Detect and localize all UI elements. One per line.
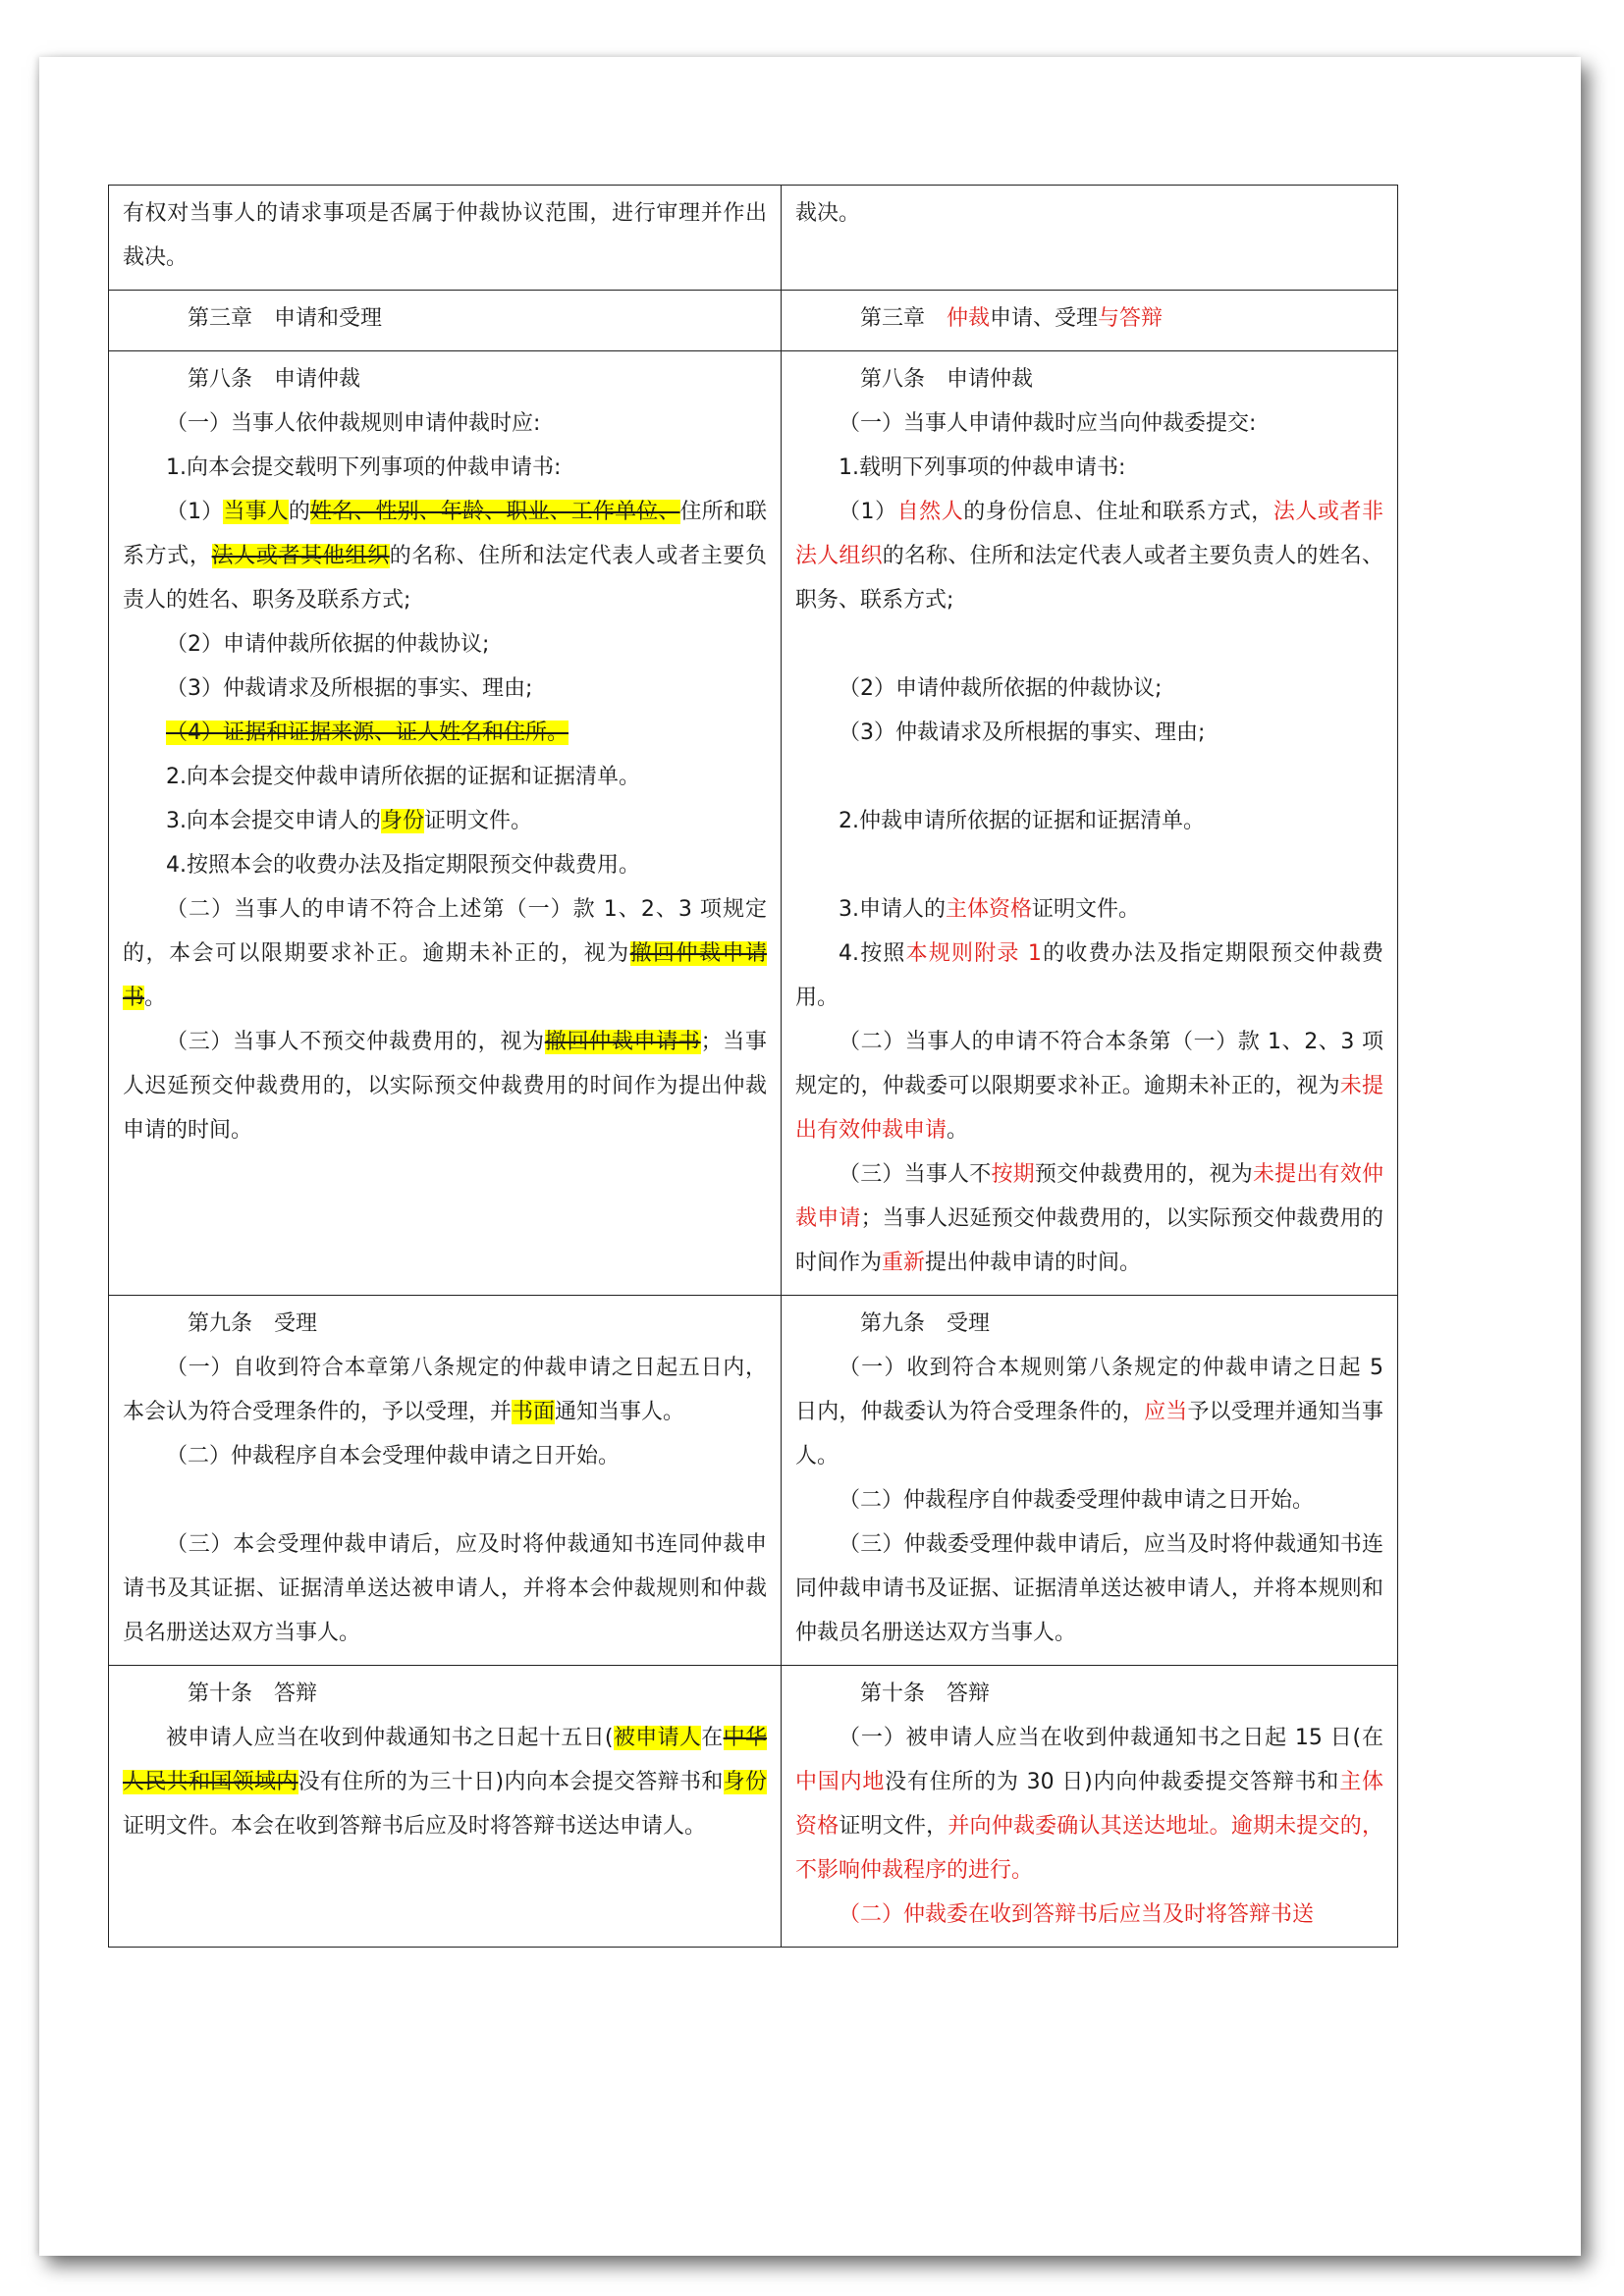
- new-rules-cell: [782, 186, 1398, 291]
- article-title: 第十条 答辩: [188, 1682, 318, 1706]
- comparison-table: [108, 185, 1398, 1948]
- table-row: [109, 1296, 1398, 1666]
- new-article-10: 第十条 答辩 （一）被申请人应当在收到仲裁通知书之日起 15 日(在中国内地没有住所的为 30 日)内向仲裁委提交答辩书和主体资格证明文件，并向仲裁委确认其送达地址。逾期未提交的，不影响仲裁程序的进行。 （二）仲裁委在收到答辩书后应当及时将答辩书送: [782, 1666, 1398, 1948]
- new-chapter-heading: 第三章 仲裁申请、受理与答辩: [782, 291, 1398, 351]
- article-title: 第八条 申请仲裁: [188, 367, 361, 392]
- table-row: [109, 1666, 1398, 1948]
- article-title: 第八条 申请仲裁: [860, 367, 1034, 392]
- old-article-10: 第十条 答辩 被申请人应当在收到仲裁通知书之日起十五日(被申请人在中华人民共和国领域内没有住所的为三十日)内向本会提交答辩书和身份证明文件。本会在收到答辩书后应及时将答辩书送达申请人。: [109, 1666, 782, 1948]
- article-title: 第九条 受理: [860, 1311, 991, 1336]
- old-chapter-heading: 第三章 申请和受理: [109, 291, 782, 351]
- table-row: [109, 291, 1398, 351]
- article-title: 第九条 受理: [188, 1311, 318, 1336]
- article-title: 第十条 答辩: [860, 1682, 991, 1706]
- new-article-8: 第八条 申请仲裁 （一）当事人申请仲裁时应当向仲裁委提交: 1.载明下列事项的仲裁申请书: （1）自然人的身份信息、住址和联系方式，法人或者非法人组织的名称、住所和法定代表人或者主要负责人的姓名、职务、联系方式; （2）申请仲裁所依据的仲裁协议; （3）仲裁请求及所根据的事实、理由; 2.仲裁申请所依据的证据和证据清单。 3.申请人的主体资格证明文件。 4.按照本规则附录 1的收费办法及指定期限预交仲裁费用。 （二）当事人的申请不符合本条第（一）款 1、2、3 项规定的，仲裁委可以限期要求补正。逾期未补正的，视为未提出有效仲裁申请。 （三）当事人不按期预交仲裁费用的，视为未提出有效仲裁申请；当事人迟延预交仲裁费用的，以实际预交仲裁费用的时间作为重新提出仲裁申请的时间。: [782, 351, 1398, 1296]
- old-article-8: 第八条 申请仲裁 （一）当事人依仲裁规则申请仲裁时应: 1.向本会提交载明下列事项的仲裁申请书: （1）当事人的姓名、性别、年龄、职业、工作单位、住所和联系方式，法人或者其他组织的名称、住所和法定代表人或者主要负责人的姓名、职务及联系方式; （2）申请仲裁所依据的仲裁协议; （3）仲裁请求及所根据的事实、理由; （4）证据和证据来源、证人姓名和住所。 2.向本会提交仲裁申请所依据的证据和证据清单。 3.向本会提交申请人的身份证明文件。 4.按照本会的收费办法及指定期限预交仲裁费用。 （二）当事人的申请不符合上述第（一）款 1、2、3 项规定的，本会可以限期要求补正。逾期未补正的，视为撤回仲裁申请书。 （三）当事人不预交仲裁费用的，视为撤回仲裁申请书；当事人迟延预交仲裁费用的，以实际预交仲裁费用的时间作为提出仲裁申请的时间。: [109, 351, 782, 1296]
- paragraph: 裁决。: [795, 201, 861, 226]
- old-rules-cell: [109, 186, 782, 291]
- new-article-9: 第九条 受理 （一）收到符合本规则第八条规定的仲裁申请之日起 5 日内，仲裁委认为符合受理条件的，应当予以受理并通知当事人。 （二）仲裁程序自仲裁委受理仲裁申请之日开始。 （三）仲裁委受理仲裁申请后，应当及时将仲裁通知书连同仲裁申请书及证据、证据清单送达被申请人，并将本规则和仲裁员名册送达双方当事人。: [782, 1296, 1398, 1666]
- table-row: [109, 186, 1398, 291]
- paragraph: 有权对当事人的请求事项是否属于仲裁协议范围，进行审理并作出裁决。: [123, 201, 767, 270]
- old-article-9: 第九条 受理 （一）自收到符合本章第八条规定的仲裁申请之日起五日内，本会认为符合受理条件的，予以受理，并书面通知当事人。 （二）仲裁程序自本会受理仲裁申请之日开始。 （三）本会受理仲裁申请后，应及时将仲裁通知书连同仲裁申请书及其证据、证据清单送达被申请人，并将本会仲裁规则和仲裁员名册送达双方当事人。: [109, 1296, 782, 1666]
- table-row: [109, 351, 1398, 1296]
